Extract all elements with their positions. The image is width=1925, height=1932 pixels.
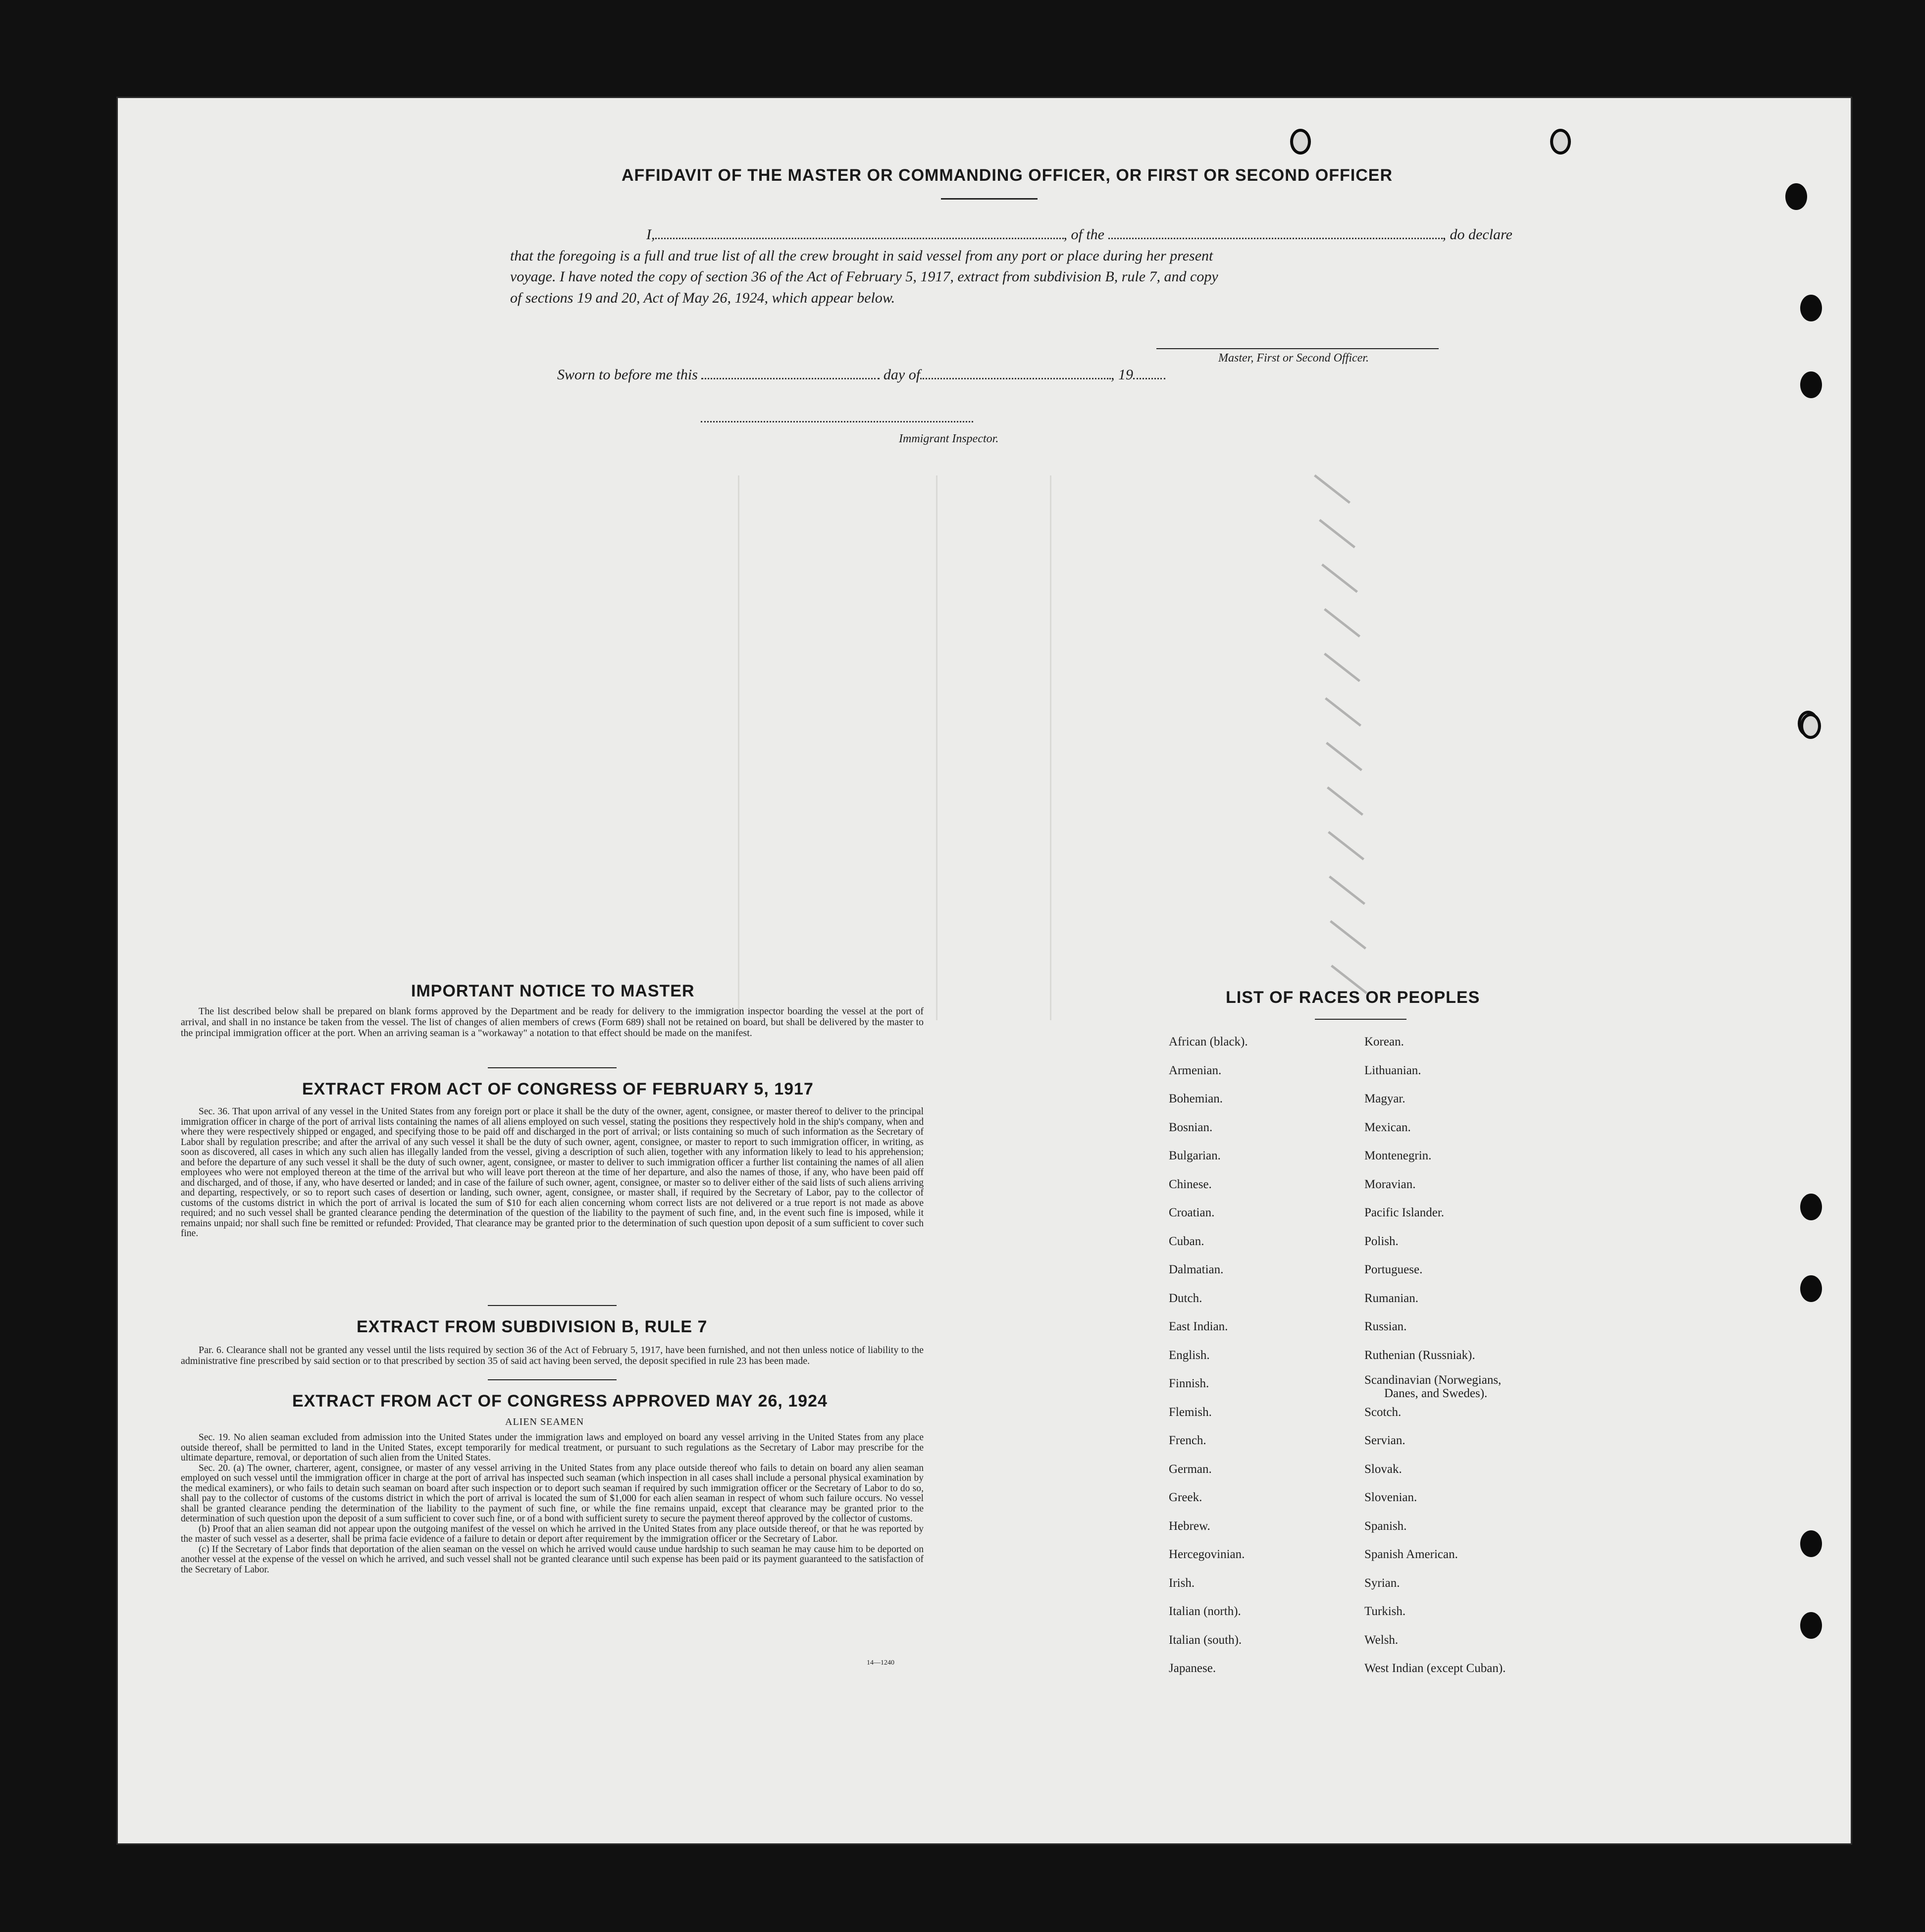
race-item: Spanish.	[1364, 1519, 1407, 1533]
section-20a-paragraph: Sec. 20. (a) The owner, charterer, agent, consignee, or master of any vessel arriving in the United States from any place outside thereof who fails to detain on board any alien seaman employed on such vessel until the immigration officer in charge at the port of arrival has inspected such seaman (which inspection in all cases shall include a personal physical examination by the medical examiners), or who fails to detain such seaman on board after such inspection or to deport such seaman if required by such immigration officer or the Secretary of Labor to do so, shall pay to the collector of customs of the customs district in which the port of arrival is located the sum of $1,000 for each alien seaman in respect of whom such failure occurs. No vessel shall be granted clearance pending the determination of the liability to the payment of such fine, or while the fine remains unpaid, except that clearance may be granted prior to the determination of such question upon the deposit of a sum sufficient to cover such fine, or of a bond with sufficient surety to secure the payment thereof approved by the collector of customs.	[181, 1462, 924, 1524]
affidavit-do-declare: , do declare	[1442, 226, 1512, 243]
race-item: Scandinavian (Norwegians,	[1364, 1373, 1502, 1387]
vessel-blank-field[interactable]	[1108, 238, 1443, 239]
race-item: Syrian.	[1364, 1576, 1400, 1590]
affidavit-i-label: I,	[646, 226, 655, 243]
race-item: Irish.	[1169, 1576, 1195, 1590]
affidavit-line-1	[646, 226, 1512, 243]
sworn-label: Sworn to before me this	[557, 366, 698, 383]
sworn-day-field[interactable]	[701, 378, 880, 379]
day-of-label: day of	[883, 366, 921, 383]
race-item: Croatian.	[1169, 1206, 1215, 1219]
notice-title: IMPORTANT NOTICE TO MASTER	[411, 982, 695, 1000]
race-item: Servian.	[1364, 1434, 1405, 1447]
name-blank-field[interactable]	[655, 238, 1064, 239]
officer-signature-label: Master, First or Second Officer.	[1218, 352, 1369, 365]
binder-hole	[1800, 1275, 1822, 1302]
section-36-paragraph: Sec. 36. That upon arrival of any vessel in the United States from any foreign port or place it shall be the duty of the owner, agent, consignee, or master thereof to deliver to the principal immigration officer in charge of the port of arrival lists containing the names of all aliens employed on such vessel, stating the positions they respectively hold in the ship's company, when and where they were respectively shipped or engaged, and specifying those to be paid off and discharged in the port of arrival; or lists containing so much of such information as the Secretary of Labor shall by regulation prescribe; and after the arrival of any such vessel it shall be the duty of such owner, agent, consignee, or master to report to such immigration officer, in writing, as soon as discovered, all cases in which any such alien has illegally landed from the vessel, giving a description of such alien, together with any information likely to lead to his apprehension; and before the departure of any such vessel it shall be the duty of such owner, agent, consignee, or master to deliver to such immigration officer a further list containing the names of all alien employees who were not employed thereon at the time of the arrival but who will leave port thereon at the time of her departure, and also the names of those, if any, who have been paid off and discharged, and of those, if any, who have deserted or landed; and in case of the failure of such owner, agent, consignee, or master so to deliver either of the said lists of such aliens arriving and departing, respectively, or so to report such cases of desertion or landing, such owner, agent, consignee, or master shall, if required by the Secretary of Labor, pay to the collector of customs of the customs district in which the port of arrival is located the sum of $10 for each alien concerning whom correct lists are not delivered or a true report is not made as above required; and no such vessel shall be granted clearance pending the determination of the question of the liability to the payment of such fine, and, in the event such fine is imposed, while it remains unpaid; nor shall such fine be remitted or refunded: Provided, That clearance may be granted prior to the determination of such question upon deposit of a sum sufficient to cover such fine.	[181, 1106, 924, 1239]
race-item: West Indian (except Cuban).	[1364, 1662, 1506, 1675]
divider	[488, 1379, 617, 1380]
race-item: Portuguese.	[1364, 1263, 1423, 1276]
divider	[1315, 1019, 1406, 1020]
affidavit-line-4: of sections 19 and 20, Act of May 26, 1924, which appear below.	[510, 290, 895, 306]
extract-1924-body	[181, 1433, 924, 1575]
race-item: Chinese.	[1169, 1177, 1212, 1191]
race-item: Japanese.	[1169, 1662, 1216, 1675]
race-item: Bulgarian.	[1169, 1149, 1221, 1162]
extract-1924-title: EXTRACT FROM ACT OF CONGRESS APPROVED MAY 26, 1924	[292, 1392, 828, 1410]
race-item-continuation: Danes, and Swedes).	[1384, 1387, 1488, 1400]
race-item: Spanish American.	[1364, 1548, 1458, 1561]
races-left-column	[1169, 1035, 1337, 1689]
alien-seamen-subtitle: ALIEN SEAMEN	[505, 1416, 584, 1427]
divider	[488, 1305, 617, 1306]
race-item: East Indian.	[1169, 1320, 1228, 1333]
race-item: Turkish.	[1364, 1605, 1406, 1618]
race-item: Mexican.	[1364, 1120, 1411, 1134]
race-item: African (black).	[1169, 1035, 1248, 1048]
race-item: Bosnian.	[1169, 1120, 1213, 1134]
inspector-label: Immigrant Inspector.	[899, 432, 999, 445]
race-item: Dalmatian.	[1169, 1263, 1224, 1276]
race-item: Hercegovinian.	[1169, 1548, 1245, 1561]
affidavit-of-the: , of the	[1063, 226, 1104, 243]
sworn-year-field[interactable]	[1133, 378, 1165, 379]
extract-rule7-body	[181, 1345, 924, 1366]
sworn-month-field[interactable]	[920, 378, 1111, 379]
races-title: LIST OF RACES OR PEOPLES	[1226, 988, 1480, 1007]
race-item: Italian (south).	[1169, 1633, 1242, 1647]
race-item: Slovenian.	[1364, 1491, 1417, 1504]
officer-signature-line[interactable]	[1156, 348, 1439, 349]
divider	[941, 198, 1038, 200]
race-item: German.	[1169, 1462, 1212, 1476]
race-item: Ruthenian (Russniak).	[1364, 1348, 1475, 1362]
affidavit-line-3: voyage. I have noted the copy of section 36 of the Act of February 5, 1917, extract from subdivision B, rule 7, and copy	[510, 268, 1218, 285]
races-right-column	[1364, 1035, 1577, 1689]
section-19-paragraph: Sec. 19. No alien seaman excluded from admission into the United States under the immigration laws and employed on board any vessel arriving in the United States from any place outside thereof, shall be permitted to land in the United States, except temporarily for medical treatment, or pursuant to such regulations as the Secretary of Labor may prescribe for the ultimate departure, removal, or deportation of such alien from the United States.	[181, 1432, 924, 1463]
race-item: Finnish.	[1169, 1377, 1209, 1390]
race-item: Flemish.	[1169, 1405, 1212, 1419]
extract-1917-title: EXTRACT FROM ACT OF CONGRESS OF FEBRUARY 5, 1917	[302, 1080, 814, 1098]
binder-hole	[1800, 1612, 1822, 1639]
section-20b-paragraph: (b) Proof that an alien seaman did not appear upon the outgoing manifest of the vessel on which he arrived in the United States from any place outside thereof, or that he was reported by the master of such vessel as a deserter, shall be prima facie evidence of a failure to detain or deport after requirement by the immigration officer or the Secretary of Labor.	[181, 1523, 924, 1544]
race-item: Welsh.	[1364, 1633, 1399, 1647]
race-item: Lithuanian.	[1364, 1063, 1421, 1077]
sworn-line	[557, 366, 1165, 383]
race-item: Greek.	[1169, 1491, 1202, 1504]
race-item: Moravian.	[1364, 1177, 1416, 1191]
notice-body	[181, 1006, 924, 1039]
divider	[488, 1067, 617, 1068]
notice-paragraph: The list described below shall be prepared on blank forms approved by the Department and be ready for delivery to the immigration inspector boarding the vessel at the port of arrival, and shall in no instance be taken from the vessel. The list of changes of alien members of crews (Form 689) shall not be retained on board, but shall be delivered by the master to the principal immigration officer at the port. When an arriving seaman is a "workaway" a notation to that effect should be made on the manifest.	[181, 1006, 924, 1039]
race-item: Dutch.	[1169, 1291, 1202, 1305]
par-6-paragraph: Par. 6. Clearance shall not be granted any vessel until the lists required by section 36 of the Act of February 5, 1917, have been furnished, and not then unless notice of liability to the administrative fine prescribed by said section or to that prescribed by section 35 of said act having been served, the deposit specified in rule 23 has been made.	[181, 1345, 924, 1366]
race-item: French.	[1169, 1434, 1206, 1447]
year-prefix: , 19	[1111, 366, 1134, 383]
extract-1917-body	[181, 1107, 924, 1239]
race-item: Armenian.	[1169, 1063, 1222, 1077]
form-number: 14—1240	[867, 1659, 894, 1667]
race-item: Pacific Islander.	[1364, 1206, 1445, 1219]
race-item: Korean.	[1364, 1035, 1404, 1048]
race-item: Italian (north).	[1169, 1605, 1241, 1618]
affidavit-title: AFFIDAVIT OF THE MASTER OR COMMANDING OFFICER, OR FIRST OR SECOND OFFICER	[622, 166, 1393, 185]
race-item: Hebrew.	[1169, 1519, 1210, 1533]
binder-hole	[1550, 129, 1571, 155]
extract-rule7-title: EXTRACT FROM SUBDIVISION B, RULE 7	[357, 1317, 708, 1336]
binder-hole	[1800, 1530, 1822, 1557]
race-item: Russian.	[1364, 1320, 1407, 1333]
affidavit-line-2: that the foregoing is a full and true list of all the crew brought in said vessel from any port or place during her present	[510, 248, 1213, 264]
race-item: English.	[1169, 1348, 1210, 1362]
race-item: Scotch.	[1364, 1405, 1402, 1419]
inspector-signature-line[interactable]	[701, 421, 973, 422]
race-item: Cuban.	[1169, 1234, 1204, 1248]
race-item: Polish.	[1364, 1234, 1399, 1248]
binder-hole	[1785, 183, 1807, 210]
binder-hole	[1800, 713, 1821, 739]
binder-hole	[1800, 295, 1822, 321]
section-20c-paragraph: (c) If the Secretary of Labor finds that deportation of the alien seaman on the vessel on which he arrived would cause undue hardship to such seaman he may cause him to be deported on another vessel at the expense of the vessel on which he arrived, and such vessel shall not be granted clearance until such expense has been paid or its payment guaranteed to the satisfaction of the Secretary of Labor.	[181, 1544, 924, 1575]
binder-hole	[1800, 371, 1822, 398]
race-item: Bohemian.	[1169, 1092, 1223, 1105]
binder-hole	[1290, 129, 1311, 155]
binder-hole	[1800, 1194, 1822, 1220]
race-item: Montenegrin.	[1364, 1149, 1432, 1162]
race-item: Rumanian.	[1364, 1291, 1419, 1305]
race-item: Magyar.	[1364, 1092, 1405, 1105]
race-item: Slovak.	[1364, 1462, 1402, 1476]
document-page	[116, 97, 1852, 1845]
